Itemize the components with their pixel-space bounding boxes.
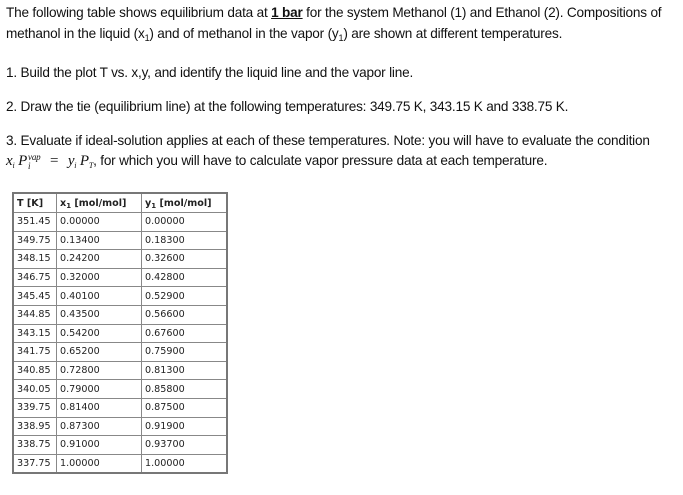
cell-x1: 0.54200 <box>57 324 142 343</box>
cell-temperature: 337.75 <box>13 454 57 473</box>
table-row <box>13 305 227 324</box>
subscript: 1 <box>144 33 150 43</box>
cell-y1: 0.42800 <box>142 268 228 287</box>
formula-x: x <box>6 153 13 169</box>
cell-temperature: 348.15 <box>13 250 57 269</box>
formula-sub: i <box>74 161 77 170</box>
header-sub: 1 <box>66 201 72 210</box>
header-y1 <box>142 193 228 213</box>
cell-y1: 0.85800 <box>142 380 228 399</box>
cell-temperature: 341.75 <box>13 343 57 362</box>
cell-x1: 0.65200 <box>57 343 142 362</box>
cell-y1: 0.32600 <box>142 250 228 269</box>
formula-y: y <box>67 153 75 169</box>
table-row <box>13 324 227 343</box>
cell-temperature: 344.85 <box>13 305 57 324</box>
cell-y1: 0.81300 <box>142 361 228 380</box>
question-2: 2. Draw the tie (equilibrium line) at the following temperatures: 349.75 K, 343.15 K and 338.75 K. <box>6 99 569 114</box>
cell-x1: 0.79000 <box>57 380 142 399</box>
formula <box>6 153 93 169</box>
header-x1 <box>57 193 142 213</box>
cell-temperature: 338.95 <box>13 417 57 436</box>
cell-y1: 0.93700 <box>142 436 228 455</box>
intro-text: The following table shows equilibrium data at <box>6 5 272 20</box>
table-row <box>13 213 227 232</box>
formula-eq: = <box>46 153 62 169</box>
formula-line <box>6 152 547 171</box>
cell-temperature: 343.15 <box>13 324 57 343</box>
cell-x1: 0.32000 <box>57 268 142 287</box>
formula-p: P <box>18 153 28 169</box>
cell-x1: 0.72800 <box>57 361 142 380</box>
cell-x1: 0.13400 <box>57 231 142 250</box>
cell-temperature: 340.05 <box>13 380 57 399</box>
cell-temperature: 349.75 <box>13 231 57 250</box>
formula-text: , for which you will have to calculate vapor pressure data at each temperature. <box>93 153 548 168</box>
table-row <box>13 436 227 455</box>
cell-temperature: 339.75 <box>13 398 57 417</box>
table-header-row <box>13 193 227 213</box>
formula-sup: vap <box>28 151 41 162</box>
cell-x1: 0.91000 <box>57 436 142 455</box>
cell-y1: 0.87500 <box>142 398 228 417</box>
header-text: x <box>60 197 67 209</box>
table-row <box>13 361 227 380</box>
table-row <box>13 417 227 436</box>
table-row <box>13 380 227 399</box>
intro-text: methanol in the liquid (x <box>6 26 145 41</box>
pressure-value: 1 bar <box>271 5 303 20</box>
cell-x1: 0.40100 <box>57 287 142 306</box>
intro-text: ) are shown at different temperatures. <box>343 26 563 41</box>
cell-x1: 0.43500 <box>57 305 142 324</box>
cell-temperature: 346.75 <box>13 268 57 287</box>
cell-x1: 0.24200 <box>57 250 142 269</box>
header-sub: 1 <box>151 201 157 210</box>
formula-script-stack <box>28 153 40 171</box>
header-unit: [mol/mol] <box>156 197 212 209</box>
cell-y1: 0.18300 <box>142 231 228 250</box>
table-row <box>13 268 227 287</box>
cell-y1: 0.75900 <box>142 343 228 362</box>
cell-temperature: 351.45 <box>13 213 57 232</box>
intro-line-2 <box>6 25 562 42</box>
formula-sub: T <box>88 161 94 170</box>
header-text: y <box>145 197 152 209</box>
table-row <box>13 250 227 269</box>
cell-x1: 0.81400 <box>57 398 142 417</box>
cell-temperature: 340.85 <box>13 361 57 380</box>
cell-y1: 0.00000 <box>142 213 228 232</box>
formula-pt: P <box>79 153 89 169</box>
cell-x1: 0.87300 <box>57 417 142 436</box>
cell-x1: 0.00000 <box>57 213 142 232</box>
subscript: 1 <box>338 33 344 43</box>
cell-y1: 1.00000 <box>142 454 228 473</box>
equilibrium-table <box>12 192 228 474</box>
intro-text: for the system Methanol (1) and Ethanol (2). Compositions of <box>302 5 662 20</box>
question-3: 3. Evaluate if ideal-solution applies at each of these temperatures. Note: you will have to evaluate the condition <box>6 133 650 148</box>
intro-text: ) and of methanol in the vapor (y <box>149 26 339 41</box>
cell-temperature: 338.75 <box>13 436 57 455</box>
table-row <box>13 231 227 250</box>
table-row <box>13 343 227 362</box>
header-unit: [mol/mol] <box>71 197 127 209</box>
formula-sub: i <box>12 161 15 170</box>
cell-temperature: 345.45 <box>13 287 57 306</box>
cell-y1: 0.91900 <box>142 417 228 436</box>
cell-y1: 0.52900 <box>142 287 228 306</box>
table-row <box>13 454 227 473</box>
table-row <box>13 287 227 306</box>
formula-sub: i <box>28 160 31 171</box>
cell-x1: 1.00000 <box>57 454 142 473</box>
table-row <box>13 398 227 417</box>
header-temperature: T [K] <box>13 193 57 213</box>
cell-y1: 0.56600 <box>142 305 228 324</box>
intro-line-1 <box>6 4 661 21</box>
question-1: 1. Build the plot T vs. x,y, and identify the liquid line and the vapor line. <box>6 65 414 80</box>
cell-y1: 0.67600 <box>142 324 228 343</box>
